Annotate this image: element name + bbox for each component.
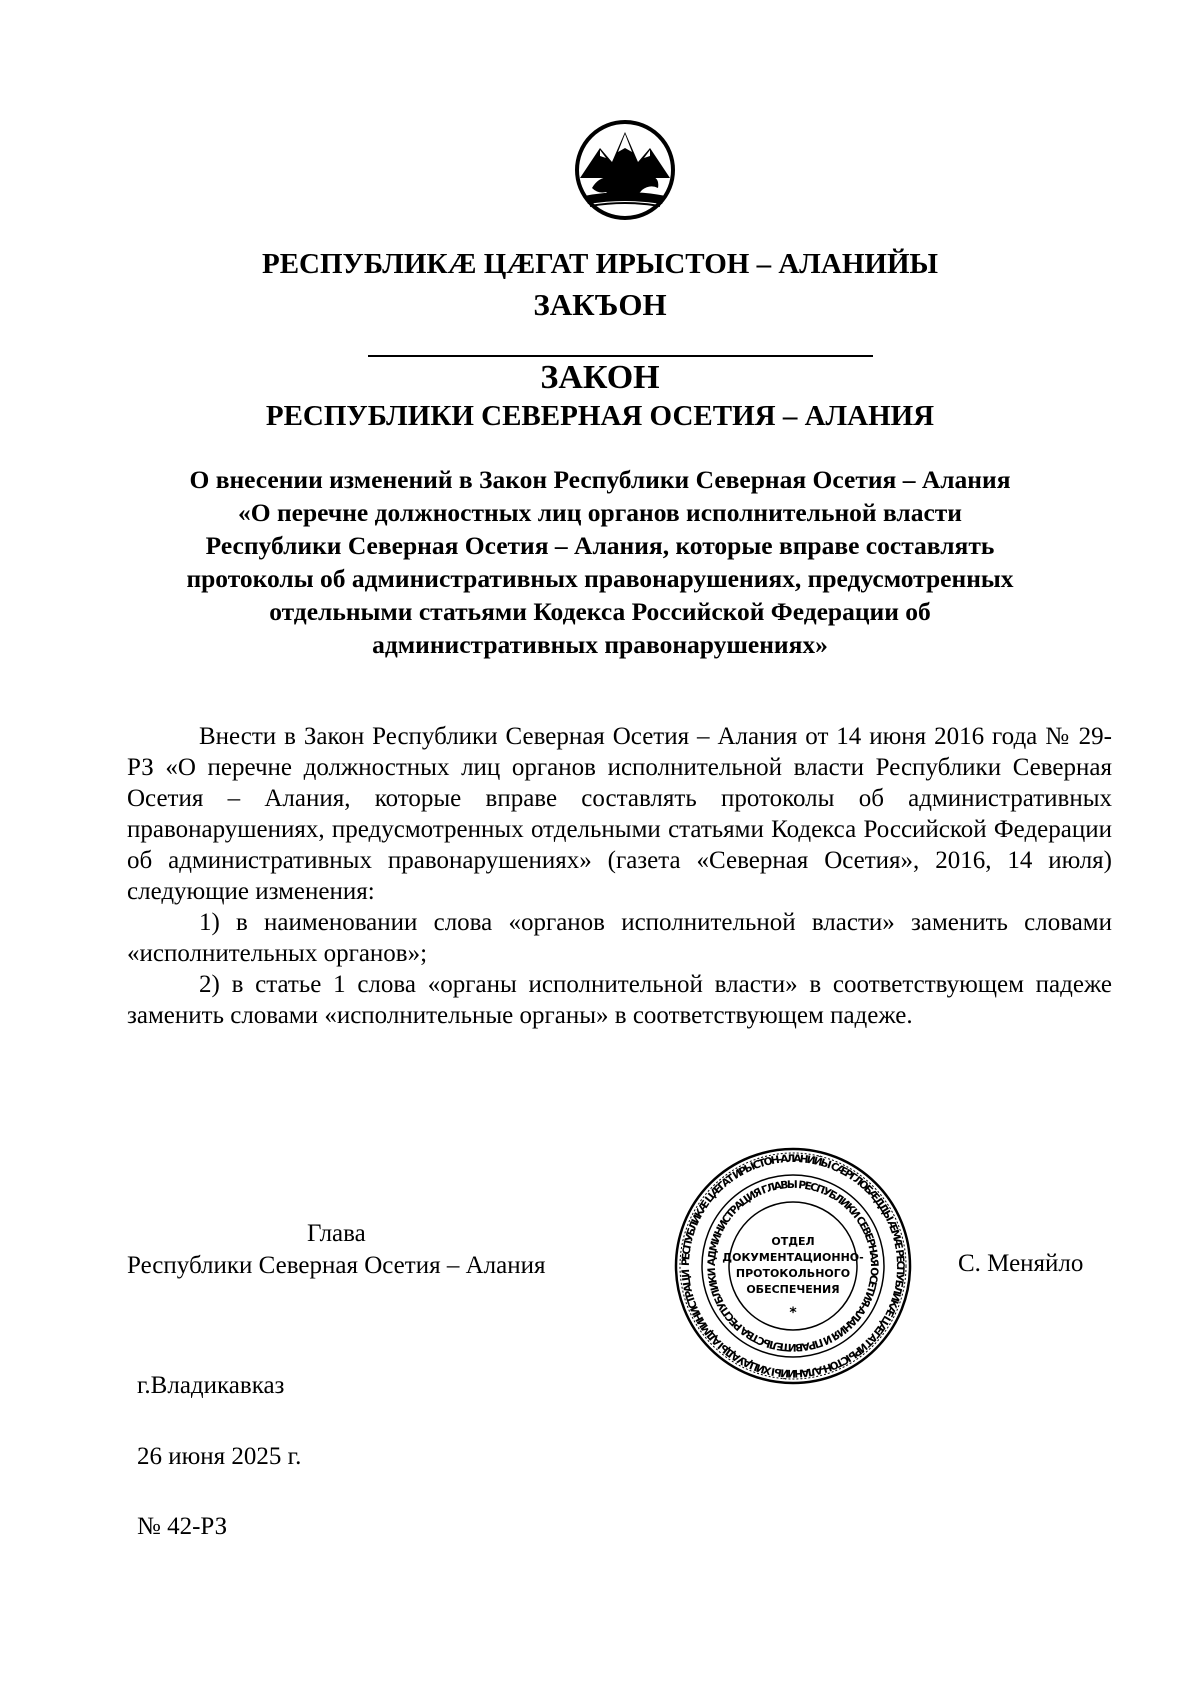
signing-place: г.Владикавказ (137, 1372, 285, 1399)
ossetian-republic-heading: РЕСПУБЛИКÆ ЦÆГАТ ИРЫСТОН – АЛАНИЙЫ (262, 248, 938, 280)
signatory-organization: Республики Северная Осетия – Алания (127, 1252, 546, 1279)
seal-center-line: ДОКУМЕНТАЦИОННО- (722, 1251, 864, 1264)
signatory-title (127, 1218, 545, 1282)
russian-republic-heading: РЕСПУБЛИКИ СЕВЕРНАЯ ОСЕТИЯ – АЛАНИЯ (265, 400, 935, 432)
law-title-line: протоколы об административных правонарушениях, предусмотренных (186, 564, 1014, 593)
russian-law-heading: ЗАКОН (540, 359, 660, 396)
seal-inner-text: АДМИНИСТРАЦИЯ ГЛАВЫ РЕСПУБЛИКИ СЕВЕРНАЯ ОСЕТИЯ-АЛАНИЯ И ПРАВИТЕЛЬСТВА РЕСПУБЛИКИ (705, 1178, 881, 1354)
body-paragraph: 2) в статье 1 слова «органы исполнительной власти» в соответствующем падеже заменить словами «исполнительные органы» в соответствующем падеже. (127, 971, 1112, 1029)
signing-date: 26 июня 2025 г. (137, 1443, 302, 1470)
seal-center-line: ОТДЕЛ (771, 1235, 815, 1248)
seal-star-icon: * (789, 1305, 797, 1321)
ossetian-law-heading: ЗАКЪОН (533, 287, 667, 322)
header-divider (368, 355, 873, 357)
law-title-line: «О перечне должностных лиц органов исполнительной власти (238, 498, 962, 527)
law-number: № 42-РЗ (137, 1513, 228, 1540)
law-title (130, 463, 1070, 661)
official-seal (672, 1145, 914, 1387)
signatory-name: С. Меняйло (958, 1250, 1084, 1277)
seal-center-line: ОБЕСПЕЧЕНИЯ (746, 1283, 840, 1296)
signatory-role: Глава (307, 1220, 366, 1247)
law-title-line: административных правонарушениях» (372, 630, 828, 659)
coat-of-arms-emblem (570, 118, 680, 222)
svg-text:АДМИНИСТРАЦИЯ ГЛАВЫ РЕСПУБЛИКИ (706, 1179, 880, 1353)
seal-outer-text: РЕСПУБЛИКÆ ЦÆГАТ ИРЫСТОН-АЛАНИЙЫ СÆРГЛОБÆДДЫ ÆМÆ РЕСПУБЛИКÆ ЦÆГАТ ИРЫСТОН-АЛАНИЙЫ ХИЦАУАДЫ АДМИНИСТРАЦИ (679, 1152, 907, 1380)
law-title-line: О внесении изменений в Закон Республики Северная Осетия – Алания (189, 465, 1011, 494)
law-title-line: отдельными статьями Кодекса Российской Федерации об (269, 597, 931, 626)
body-paragraph: 1) в наименовании слова «органов исполнительной власти» заменить словами «исполнительных органов»; (127, 909, 1112, 967)
law-title-line: Республики Северная Осетия – Алания, которые вправе составлять (205, 531, 995, 560)
law-body (127, 721, 1112, 1031)
body-paragraph: Внести в Закон Республики Северная Осетия – Алания от 14 июня 2016 года № 29-РЗ «О перечне должностных лиц органов исполнительной власти Республики Северная Осетия – Алания, которые вправе составлять протоколы об административных правонарушениях, предусмотренных отдельными статьями Кодекса Российской Федерации об административных правонарушениях» (газета «Северная Осетия», 2016, 14 июля) следующие изменения: (127, 723, 1112, 905)
seal-center-line: ПРОТОКОЛЬНОГО (735, 1267, 851, 1280)
